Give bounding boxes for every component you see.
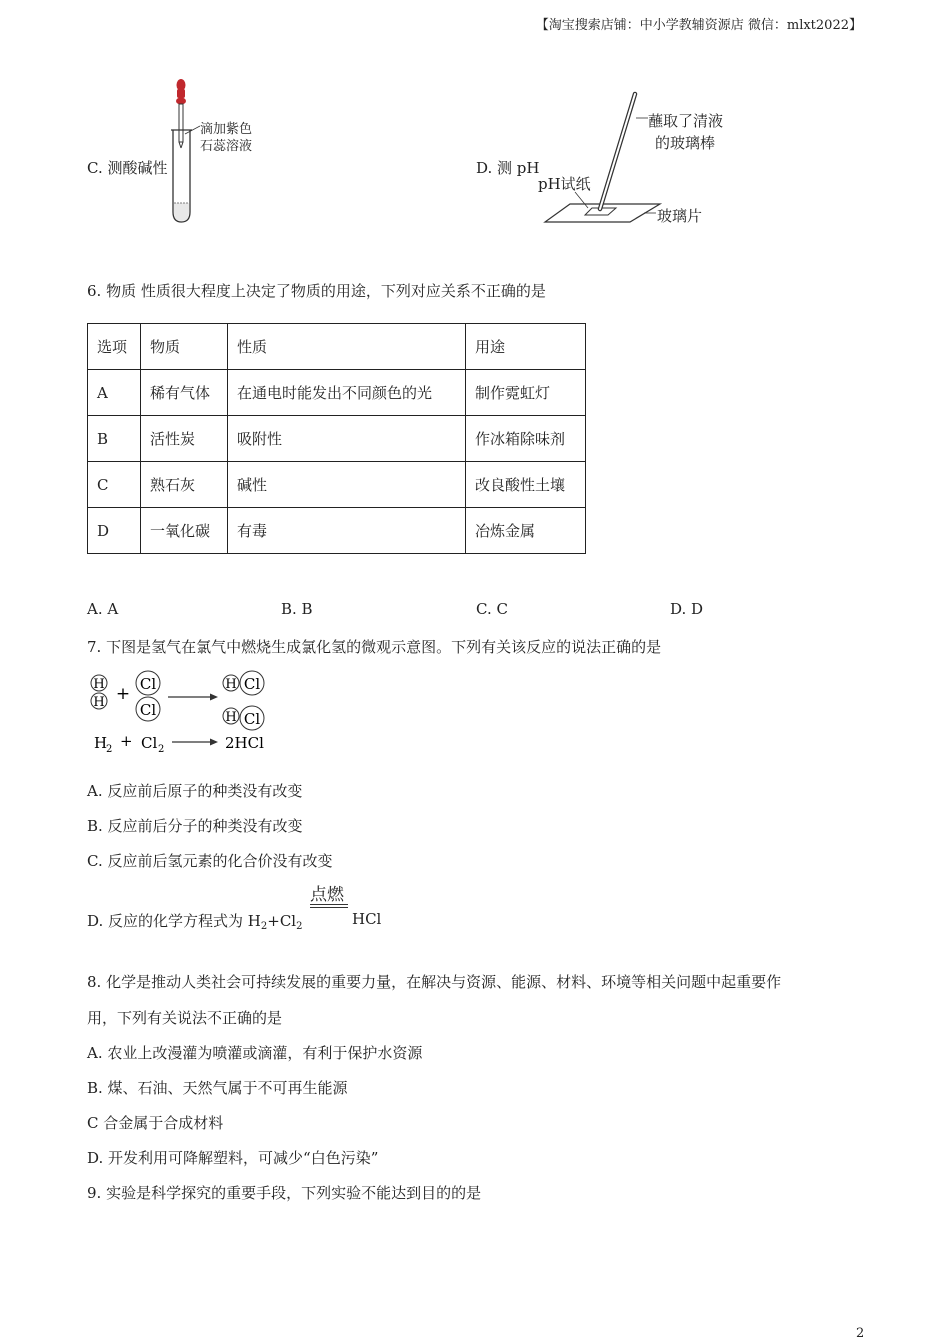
atom-cl-label: Cl: [243, 710, 261, 728]
eq-product: 2HCl: [225, 734, 264, 752]
table-cell: 一氧化碳: [141, 508, 228, 554]
dropper-label-line1: 滴加紫色: [200, 122, 253, 137]
eq-cl-sub: 2: [158, 744, 165, 755]
q7-option-d-mid: +Cl: [267, 912, 297, 930]
q5-option-d: D. 测 pH: [476, 159, 540, 177]
glass-slide-label: 玻璃片: [657, 207, 703, 225]
table-cell: D: [88, 508, 141, 554]
q7-option-d: [87, 910, 302, 932]
q6-answer-b: B. B: [281, 600, 313, 618]
atom-cl-label: Cl: [139, 701, 157, 719]
atom-h-label: H: [93, 677, 105, 692]
q8-option-b: B. 煤、石油、天然气属于不可再生能源: [87, 1079, 348, 1097]
table-cell: 稀有气体: [141, 370, 228, 416]
q6-answer-d: D. D: [670, 600, 704, 618]
eq-plus: +: [120, 732, 133, 750]
table-header-cell: 性质: [228, 324, 466, 370]
ph-test-figure: [540, 88, 670, 228]
table-cell: 碱性: [228, 462, 466, 508]
table-cell: 熟石灰: [141, 462, 228, 508]
q7-option-c: C. 反应前后氢元素的化合价没有改变: [87, 852, 333, 870]
atom-h-label: H: [225, 710, 237, 725]
dropper-label-line2: 石蕊溶液: [200, 139, 253, 154]
ph-paper-label: pH试纸: [538, 175, 591, 193]
table-header-cell: 用途: [466, 324, 586, 370]
q8-option-a: A. 农业上改漫灌为喷灌或滴灌，有利于保护水资源: [87, 1044, 423, 1062]
q7-option-b: B. 反应前后分子的种类没有改变: [87, 817, 303, 835]
table-header-cell: 物质: [141, 324, 228, 370]
q7-option-a: A. 反应前后原子的种类没有改变: [87, 782, 303, 800]
eq-cl: Cl: [141, 734, 158, 752]
page-header: 【淘宝搜索店铺：中小学教辅资源店 微信：mlxt2022】: [535, 18, 862, 33]
q8-stem-line1: 8. 化学是推动人类社会可持续发展的重要力量，在解决与资源、能源、材料、环境等相关问题中起重要作: [87, 973, 782, 991]
q9-stem: 9. 实验是科学探究的重要手段，下列实验不能达到目的的是: [87, 1184, 482, 1202]
table-cell: 作冰箱除味剂: [466, 416, 586, 462]
atom-h-label: H: [225, 677, 237, 692]
rod-label-line2: 的玻璃棒: [655, 134, 716, 152]
plus-sign: +: [115, 684, 131, 704]
table-cell: C: [88, 462, 141, 508]
table-header-row: [88, 324, 586, 370]
table-cell: 冶炼金属: [466, 508, 586, 554]
reaction-condition: 点燃: [310, 885, 344, 905]
reaction-micro-diagram: [86, 668, 286, 758]
q8-stem-line2: 用，下列有关说法不正确的是: [87, 1009, 283, 1027]
atom-cl-label: Cl: [243, 675, 261, 693]
table-cell: B: [88, 416, 141, 462]
q7-option-d-sub2: 2: [296, 921, 303, 932]
table-cell: 活性炭: [141, 416, 228, 462]
table-row: [88, 370, 586, 416]
q6-answer-c: C. C: [476, 600, 508, 618]
eq-h: H: [94, 734, 108, 752]
table-cell: 制作霓虹灯: [466, 370, 586, 416]
equation-line-bottom: [310, 907, 348, 908]
table-row: [88, 508, 586, 554]
page-number: 2: [856, 1326, 865, 1341]
atom-cl-label: Cl: [139, 675, 157, 693]
q7-option-d-prefix: D. 反应的化学方程式为 H: [87, 912, 261, 930]
q7-option-d-product: HCl: [352, 910, 382, 928]
table-row: [88, 462, 586, 508]
table-cell: 有毒: [228, 508, 466, 554]
eq-h-sub: 2: [106, 744, 113, 755]
table-cell: A: [88, 370, 141, 416]
q7-stem: 7. 下图是氢气在氯气中燃烧生成氯化氢的微观示意图。下列有关该反应的说法正确的是: [87, 638, 662, 656]
q6-table: [87, 323, 586, 554]
q8-option-d: D. 开发利用可降解塑料，可减少“白色污染”: [87, 1149, 379, 1167]
table-cell: 在通电时能发出不同颜色的光: [228, 370, 466, 416]
table-row: [88, 416, 586, 462]
table-cell: 改良酸性土壤: [466, 462, 586, 508]
table-header-cell: 选项: [88, 324, 141, 370]
rod-label-line1: 蘸取了清液: [648, 112, 724, 130]
q6-answer-a: A. A: [87, 600, 119, 618]
equation-line-top: [310, 904, 348, 905]
q7-option-d-sub1: 2: [260, 921, 268, 932]
table-cell: 吸附性: [228, 416, 466, 462]
q5-option-c: C. 测酸碱性: [87, 159, 168, 177]
q8-option-c: C 合金属于合成材料: [87, 1114, 224, 1132]
atom-h-label: H: [93, 695, 105, 710]
q6-stem: 6. 物质 性质很大程度上决定了物质的用途，下列对应关系不正确的是: [87, 282, 546, 300]
